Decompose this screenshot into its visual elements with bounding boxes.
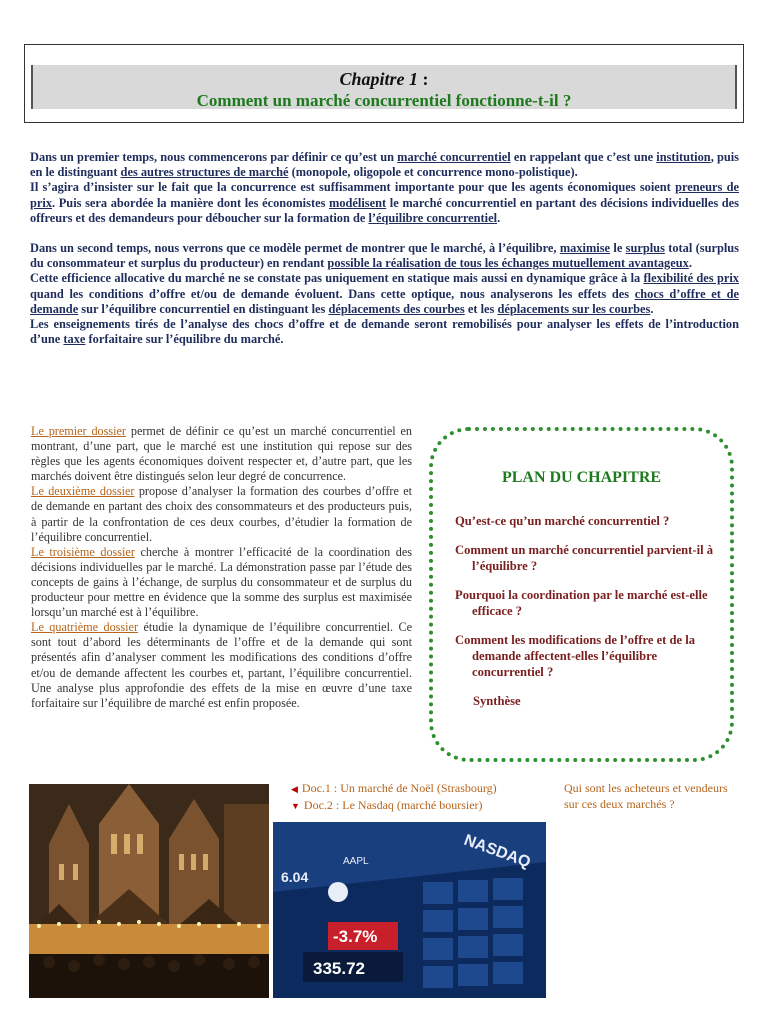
- chapter-colon: :: [418, 69, 429, 89]
- plan-item-2: Comment un marché concurrentiel parvient-il à l’équilibre ?: [455, 543, 714, 573]
- text-run: .: [650, 301, 654, 316]
- nasdaq-illustration: [273, 822, 546, 998]
- text-run: . Puis sera abordée la manière dont les économistes: [52, 195, 330, 210]
- text-run: le marché concurrentiel en partant des décisions individuelles des offreurs et des demandeurs pour déboucher sur la formation de: [30, 195, 739, 225]
- intro-paragraph-3: [30, 241, 739, 271]
- text-run: .: [497, 210, 501, 225]
- dossier-3-text: cherche à montrer l’efficacité de la coordination des décisions individuelles par le marché. La démonstration passe par l’étude des concepts de gains à l’échange, de surplus du consommateur et de surplus du producteur pour mettre en évidence que la somme des surplus est maximisée lorsqu’un marché est à l’équilibre.: [31, 544, 412, 620]
- dossier-2-label: Le deuxième dossier: [31, 484, 135, 499]
- intro-paragraph-1: [30, 150, 739, 180]
- chapter-plan-box: [429, 427, 734, 762]
- plan-item-synthesis: Synthèse: [473, 694, 521, 708]
- triangle-left-icon: ◀: [291, 784, 298, 794]
- ticker-number: 6.04: [281, 869, 309, 885]
- plan-title: PLAN DU CHAPITRE: [501, 469, 662, 486]
- underlined-term: flexibilité des prix: [643, 271, 739, 286]
- doc1-caption: [291, 780, 497, 797]
- nasdaq-photo: [273, 822, 546, 998]
- intro-paragraph-4: [30, 271, 739, 317]
- underlined-term: surplus: [625, 241, 665, 256]
- text-run: Dans un premier temps, nous commencerons par définir ce qu’est un: [30, 150, 398, 164]
- dossier-1-text: permet de définir ce qu’est un marché concurrentiel en montrant, d’une part, que le marché est une institution qui repose sur des règles que les agents économiques doivent respecter et, d’autre part, que les marchés doivent être distingués selon leur degré de concurrence.: [31, 424, 412, 484]
- text-run: et les: [464, 301, 498, 316]
- intro-paragraph-5: [30, 317, 739, 347]
- doc-captions: [291, 780, 497, 814]
- chapter-header-band: [31, 65, 737, 109]
- dossiers-column: [31, 424, 412, 711]
- plan-item-3: Pourquoi la coordination par le marché est-elle efficace ?: [455, 588, 708, 618]
- doc2-caption-text: Doc.2 : Le Nasdaq (marché boursier): [303, 798, 483, 812]
- underlined-term: déplacements des courbes: [328, 301, 465, 316]
- underlined-term: chocs d’offre et de demande: [30, 286, 739, 316]
- doc-question: Qui sont les acheteurs et vendeurs sur ces deux marchés ?: [564, 781, 728, 811]
- text-run: , puis en le distinguant: [30, 150, 739, 180]
- chapter-number: [33, 69, 735, 90]
- text-run: sur l’équilibre concurrentiel en distinguant les: [78, 301, 329, 316]
- text-run: Les enseignements tirés de l’analyse des chocs d’offre et de demande seront remobilisés pour analyser les effets de l’introduction d’une: [30, 317, 739, 347]
- text-run: total (surplus du consommateur et surplus du producteur) en rendant: [30, 241, 740, 271]
- dossier-3-label: Le troisième dossier: [31, 544, 135, 559]
- ticker-symbol: AAPL: [343, 856, 369, 867]
- ticker-price: 335.72: [313, 959, 365, 978]
- text-run: en rappelant que c’est une: [510, 150, 657, 164]
- dossier-4-label: Le quatrième dossier: [31, 620, 138, 635]
- plan-item-4: Comment les modifications de l’offre et de la demande affectent-elles l’équilibre concurrentiel ?: [455, 633, 696, 679]
- chapter-title: Comment un marché concurrentiel fonctionne-t-il ?: [196, 91, 572, 110]
- doc2-caption: [291, 797, 497, 814]
- underlined-term: institution: [656, 150, 711, 164]
- nasdaq-brand-text: NASDAQ: [461, 831, 533, 872]
- dossier-1: [31, 424, 412, 484]
- underlined-term: possible la réalisation de tous les échanges mutuellement avantageux: [327, 256, 689, 271]
- text-run: (monopole, oligopole et concurrence mono-polistique).: [288, 165, 578, 180]
- christmas-market-illustration: [29, 784, 269, 998]
- dossier-2-text: propose d’analyser la formation des courbes d’offre et de demande en partant des choix des consommateurs et des producteurs puis, à partir de la confrontation de ces deux courbes, d’étudier la formation de l’équilibre concurrentiel.: [31, 484, 413, 544]
- underlined-term: preneurs de prix: [30, 180, 740, 210]
- plan-item-1: Qu’est-ce qu’un marché concurrentiel ?: [455, 514, 670, 528]
- underlined-term: des autres structures de marché: [120, 165, 289, 180]
- ticker-percent: -3.7%: [333, 927, 378, 946]
- chapter-label: Chapitre 1: [339, 69, 418, 89]
- underlined-term: maximise: [559, 241, 611, 256]
- dossier-2: [31, 484, 412, 544]
- text-run: Cette efficience allocative du marché ne se constate pas uniquement en statique mais aussi en dynamique grâce à la: [30, 271, 644, 286]
- doc1-caption-text: Doc.1 : Un marché de Noël (Strasbourg): [301, 781, 497, 795]
- dossier-3: [31, 545, 412, 620]
- text-run: quand les conditions d’offre et/ou de demande évoluent. Dans cette optique, nous analyserons les effets des: [30, 286, 635, 301]
- dossier-4: [31, 620, 412, 711]
- text-run: forfaitaire sur l’équilibre du marché.: [85, 332, 284, 347]
- underlined-term: l’équilibre concurrentiel: [368, 210, 498, 225]
- text-run: Il s’agira d’insister sur le fait que la concurrence est suffisamment importante pour que les agents économiques soient: [30, 180, 676, 195]
- text-run: le: [610, 241, 626, 256]
- christmas-market-photo: [29, 784, 269, 998]
- dossier-1-label: Le premier dossier: [31, 424, 126, 438]
- intro-text: [30, 150, 739, 347]
- intro-paragraph-2: [30, 180, 739, 226]
- text-run: .: [688, 256, 692, 271]
- triangle-down-icon: ▼: [291, 801, 300, 811]
- dossier-4-text: étudie la dynamique de l’équilibre concurrentiel. Ce sont tout d’abord les déterminants de l’offre et de la demande qui sont présentés afin d’analyser comment les modifications des conditions d’offre et/ou de demande affectent les courbes et, partant, l’équilibre concurrentiel. Une analyse plus approfondie des effets de la mise en œuvre d’une taxe forfaitaire sur l’équilibre de marché est enfin proposée.: [31, 620, 412, 710]
- plan-list: [455, 513, 725, 722]
- underlined-term: déplacements sur les courbes: [497, 301, 651, 316]
- underlined-term: marché concurrentiel: [397, 150, 511, 164]
- underlined-term: modélisent: [329, 195, 387, 210]
- chapter-header: [24, 44, 744, 123]
- underlined-term: taxe: [63, 332, 86, 347]
- text-run: Dans un second temps, nous verrons que ce modèle permet de montrer que le marché, à l’équilibre,: [30, 241, 560, 256]
